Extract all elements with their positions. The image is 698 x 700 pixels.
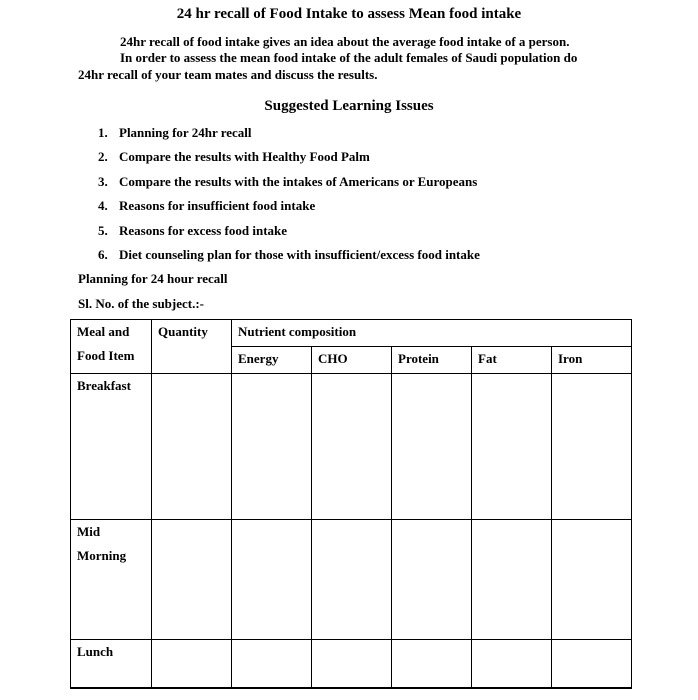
- list-item: [98, 246, 480, 270]
- row-label-mid: Mid: [77, 524, 101, 539]
- meal-header-line-1: Meal and: [77, 324, 130, 339]
- table-cell[interactable]: [312, 374, 392, 520]
- intro-line-1: 24hr recall of food intake gives an idea about the average food intake of a person.: [120, 34, 570, 49]
- list-item: [98, 148, 480, 172]
- meal-header-line-2: Food Item: [77, 348, 135, 363]
- list-item: [98, 124, 480, 148]
- quantity-header: Quantity: [152, 320, 232, 374]
- nutrient-header-fat: Fat: [472, 347, 552, 374]
- list-item-number: 1.: [98, 125, 108, 140]
- nutrient-composition-header: Nutrient composition: [232, 320, 632, 347]
- table-cell[interactable]: [392, 374, 472, 520]
- page-title: 24 hr recall of Food Intake to assess Mean food intake: [176, 6, 522, 22]
- list-item-number: 4.: [98, 198, 108, 214]
- list-item: [98, 197, 480, 221]
- list-item-number: 3.: [98, 173, 108, 189]
- table-cell[interactable]: [312, 520, 392, 640]
- nutrient-header-cho: CHO: [312, 347, 392, 374]
- table-cell[interactable]: [152, 640, 232, 688]
- row-label-breakfast: Breakfast: [71, 374, 152, 520]
- table-cell[interactable]: [472, 640, 552, 688]
- table-cell[interactable]: [552, 640, 632, 688]
- table-cell[interactable]: [232, 374, 312, 520]
- table-cell[interactable]: [392, 640, 472, 688]
- list-item-text: Diet counseling plan for those with insufficient/excess food intake: [119, 246, 480, 262]
- intro-line-3: 24hr recall of your team mates and discuss the results.: [78, 67, 378, 82]
- list-item: [98, 222, 480, 246]
- section-title: Suggested Learning Issues: [264, 98, 434, 114]
- food-intake-table: [70, 319, 632, 689]
- meal-food-item-header: [71, 320, 152, 374]
- intro-line-2: In order to assess the mean food intake of the adult females of Saudi population do: [120, 50, 578, 65]
- table-cell[interactable]: [472, 374, 552, 520]
- table-cell[interactable]: [152, 374, 232, 520]
- list-item: [98, 173, 480, 197]
- list-item-text: Compare the results with the intakes of Americans or Europeans: [119, 173, 478, 189]
- row-label-lunch: Lunch: [71, 640, 152, 688]
- table-cell[interactable]: [312, 640, 392, 688]
- list-item-text: Planning for 24hr recall: [119, 125, 252, 140]
- list-item-text: Compare the results with Healthy Food Palm: [119, 149, 370, 165]
- table-cell[interactable]: [472, 520, 552, 640]
- planning-heading: Planning for 24 hour recall: [78, 271, 228, 286]
- list-item-text: Reasons for excess food intake: [119, 222, 288, 238]
- learning-issues-list: [98, 124, 480, 270]
- table-cell[interactable]: [552, 520, 632, 640]
- row-label-mid-morning: [71, 520, 152, 640]
- table-cell[interactable]: [232, 640, 312, 688]
- table-cell[interactable]: [392, 520, 472, 640]
- subject-number-label: Sl. No. of the subject.:-: [78, 296, 205, 311]
- table-cell[interactable]: [552, 374, 632, 520]
- list-item-number: 6.: [98, 246, 108, 262]
- nutrient-header-protein: Protein: [392, 347, 472, 374]
- list-item-number: 2.: [98, 149, 108, 165]
- table-cell[interactable]: [232, 520, 312, 640]
- list-item-number: 5.: [98, 222, 108, 238]
- nutrient-header-energy: Energy: [232, 347, 312, 374]
- row-label-morning: Morning: [77, 548, 127, 563]
- table-cell[interactable]: [152, 520, 232, 640]
- list-item-text: Reasons for insufficient food intake: [119, 198, 316, 214]
- nutrient-header-iron: Iron: [552, 347, 632, 374]
